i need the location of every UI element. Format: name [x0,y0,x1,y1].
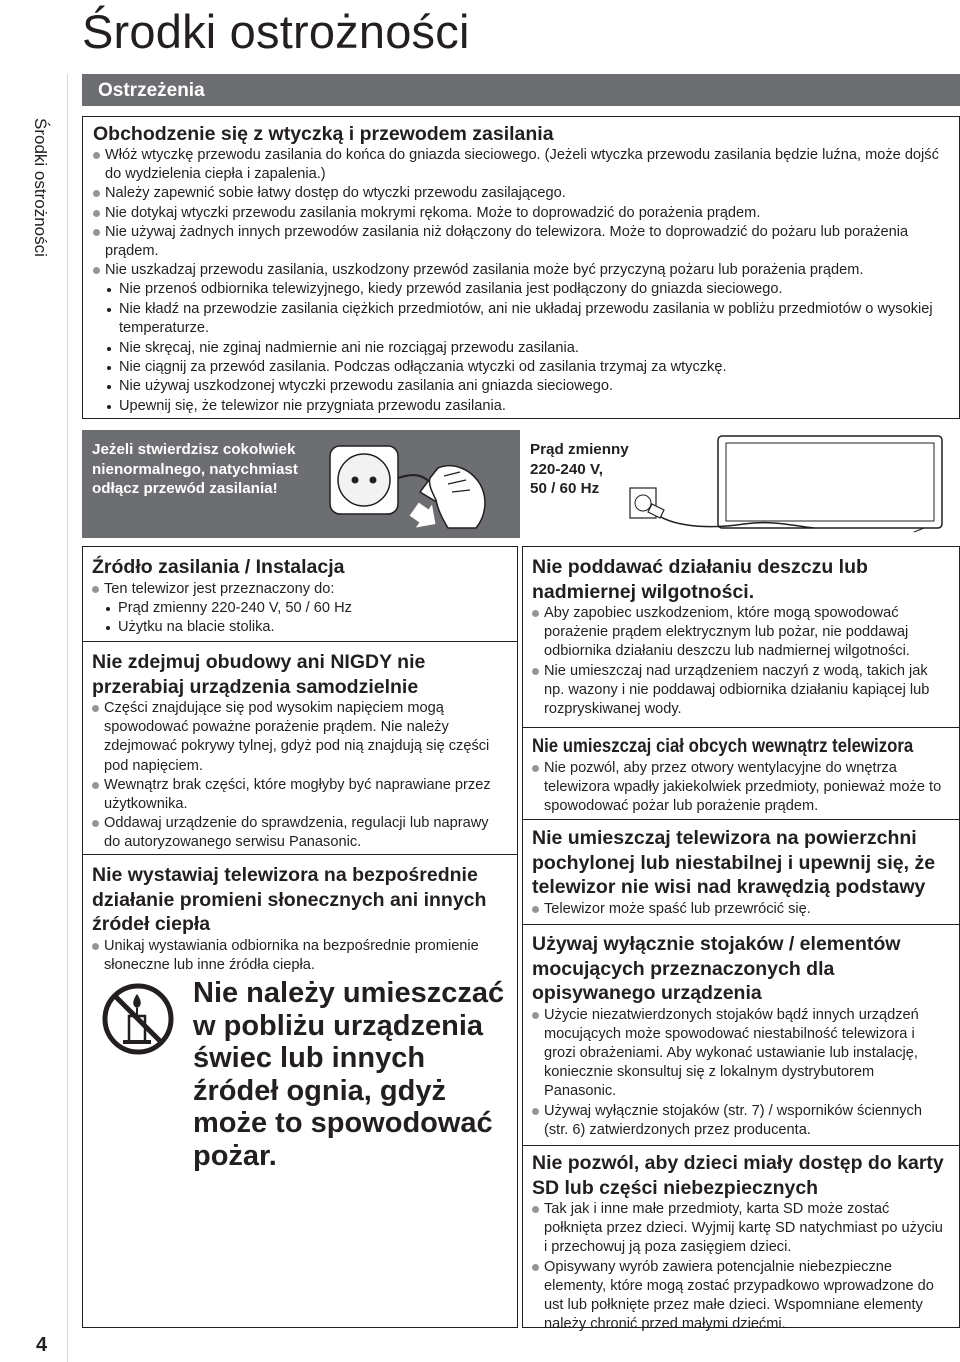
candle-warning-text [193,977,504,1172]
tv-outlet-icon [624,430,960,536]
bullet-item: Nie dotykaj wtyczki przewodu zasilania mokrymi rękoma. Może to doprowadzić do porażenia prądem. [93,204,949,223]
section-divider [523,1145,959,1146]
candle-line: świec lub innych [193,1042,426,1074]
candle-line: pożar. [193,1139,277,1172]
rain-section [523,555,959,719]
bullet-item: Telewizor może spaść lub przewrócić się. [532,900,950,919]
section-divider [523,819,959,820]
bullet-item: Aby zapobiec uszkodzeniom, które mogą spowodować porażenie prądem elektrycznym lub pożar, nie poddawaj odbiornika działaniu deszczu lub nadmiernej wilgotności. [532,604,950,662]
power-cord-section [82,116,960,419]
unstable-surface-section [523,826,959,919]
warnings-header: Ostrzeżenia [82,74,960,106]
section-heading: Nie umieszczaj telewizora na powierzchni pochylonej lub niestabilnej i upewnij się, że telewizor nie wisi nad krawędzią podstawy [532,827,936,898]
ac-power-text [530,440,629,499]
cover-section [83,650,517,853]
sub-bullet-item: Prąd zmienny 220-240 V, 50 / 60 Hz [92,599,508,618]
power-source-section [83,555,517,638]
bullet-item: Części znajdujące się pod wysokim napięciem mogą spowodować poważne porażenie prądem. Nie należy zdejmować pokrywy tylnej, gdyż pod nią znajdują się części pod napięciem. [92,699,508,776]
bullet-item: Nie umieszczaj nad urządzeniem naczyń z wodą, takich jak np. wazony i nie poddawaj odbiornika działaniu kapiącej lub rozpryskiwanej wody. [532,662,950,720]
section-heading: Źródło zasilania / Instalacja [92,556,345,578]
side-tab-label: Środki ostrożności [31,118,50,257]
section-heading: Nie umieszczaj ciał obcych wewnątrz telewizora [532,735,914,757]
section-divider [523,924,959,925]
candle-line: może to spowodować [193,1107,493,1139]
section-divider [83,641,517,642]
bullet-item: Ten telewizor jest przeznaczony do: [92,580,508,599]
bullet-item: Użycie niezatwierdzonych stojaków bądź innych urządzeń mocujących może spowodować niestabilność telewizora i grozi obrażeniami. Aby wykonać ustawianie lub instalację, koniecznie skonsultuj się z lokalnym dystrybutorem Panasonic. [532,1006,950,1102]
ac-line: 220-240 V, [530,460,603,478]
bullet-item: Używaj wyłącznie stojaków (str. 7) / wsporników ściennych (str. 6) zatwierdzonych przez producenta. [532,1102,950,1140]
no-candle-icon [101,982,175,1056]
section-heading: Używaj wyłącznie stojaków / elementów mocujących przeznaczonych dla opisywanego urządzenia [532,933,901,1004]
page-number: 4 [36,1334,48,1356]
children-section [523,1151,959,1334]
section-divider [83,854,517,855]
section-heading: Nie poddawać działaniu deszczu lub nadmiernej wilgotności. [532,556,868,603]
foreign-objects-section [523,734,959,816]
bullet-item: Opisywany wyrób zawiera potencjalnie niebezpieczne elementy, które mogą zostać przypadkowo wprowadzone do ust lub połknięte przez małe dzieci. Wspomniane elementy należy chronić przed małymi dziećmi. [532,1258,950,1335]
candle-line: w pobliżu urządzenia [193,1009,484,1042]
candle-line: Nie należy umieszczać [193,977,505,1009]
sub-bullet-item: Nie przenoś odbiornika telewizyjnego, kiedy przewód zasilania jest podłączony do gniazda sieciowego. [93,280,949,299]
bullet-item: Nie uszkadzaj przewodu zasilania, uszkodzony przewód zasilania może być przyczyną pożaru lub porażenia prądem. [93,261,949,280]
bullet-item: Wewnątrz brak części, które mogłyby być naprawiane przez użytkownika. [92,776,508,814]
bullet-item: Oddawaj urządzenie do sprawdzenia, regulacji lub naprawy do autoryzowanego serwisu Panasonic. [92,814,508,852]
right-column [522,546,960,1333]
bullet-item: Należy zapewnić sobie łatwy dostęp do wtyczki przewodu zasilającego. [93,184,949,203]
stands-section [523,932,959,1140]
sunlight-section [83,863,517,975]
sub-bullet-item: Nie skręcaj, nie zginaj nadmiernie ani nie rozciągaj przewodu zasilania. [93,339,949,358]
candle-warning [93,977,513,1177]
left-column [82,546,518,1328]
section-heading: Nie zdejmuj obudowy ani NIGDY nie przerabiaj urządzenia samodzielnie [92,651,426,698]
ac-power-panel [520,430,960,538]
sub-bullet-item: Nie ciągnij za przewód zasilania. Podczas odłączania wtyczki od zasilania trzymaj za wtyczkę. [93,358,949,377]
ac-line: 50 / 60 Hz [530,480,600,497]
sub-bullet-item: Nie używaj uszkodzonej wtyczki przewodu zasilania ani gniazda sieciowego. [93,377,949,396]
bullet-item: Nie używaj żadnych innych przewodów zasilania niż dołączony do telewizora. Może to doprowadzić do pożaru lub porażenia prądem. [93,223,949,261]
sub-bullet-item: Upewnij się, że telewizor nie przygniata przewodu zasilania. [93,397,949,416]
bullet-item: Nie pozwól, aby przez otwory wentylacyjne do wnętrza telewizora wpadły jakiekolwiek przedmioty, ponieważ może to spowodować pożar lub porażenie prądem. [532,759,950,817]
section-heading: Nie wystawiaj telewizora na bezpośrednie działanie promieni słonecznych ani innych źródeł ciepła [92,864,487,935]
section-heading: Nie pozwól, aby dzieci miały dostęp do karty SD lub części niebezpiecznych [532,1152,944,1199]
ac-line: Prąd zmienny [530,441,629,458]
bullet-item: Włóż wtyczkę przewodu zasilania do końca do gniazda sieciowego. (Jeżeli wtyczka przewodu zasilania będzie luźna, może dojść do wydzielenia ciepła i zapalenia.) [93,146,949,184]
bullet-item: Unikaj wystawiania odbiornika na bezpośrednie promienie słoneczne lub inne źródła ciepła. [92,937,508,975]
side-tab [0,74,68,1362]
bullet-item: Tak jak i inne małe przedmioty, karta SD może zostać połknięta przez dzieci. Wyjmij kartę SD natychmiast po użyciu i przechowuj ją poza zasięgiem dzieci. [532,1200,950,1258]
unplug-hand-icon [320,432,516,536]
candle-line: źródeł ognia, gdyż [193,1074,446,1107]
section-divider [523,727,959,728]
sub-bullet-item: Nie kładź na przewodzie zasilania ciężkich przedmiotów, ani nie układaj przewodu zasilania w pobliżu przedmiotów o wysokiej temperaturze. [93,300,949,339]
page-title: Środki ostrożności [82,5,470,58]
unplug-warning-text: Jeżeli stwierdzisz cokolwiek nienormalnego, natychmiast odłącz przewód zasilania! [92,441,298,497]
section-heading: Obchodzenie się z wtyczką i przewodem zasilania [93,123,554,145]
unplug-panel [82,430,520,538]
sub-bullet-item: Użytku na blacie stolika. [92,618,508,637]
